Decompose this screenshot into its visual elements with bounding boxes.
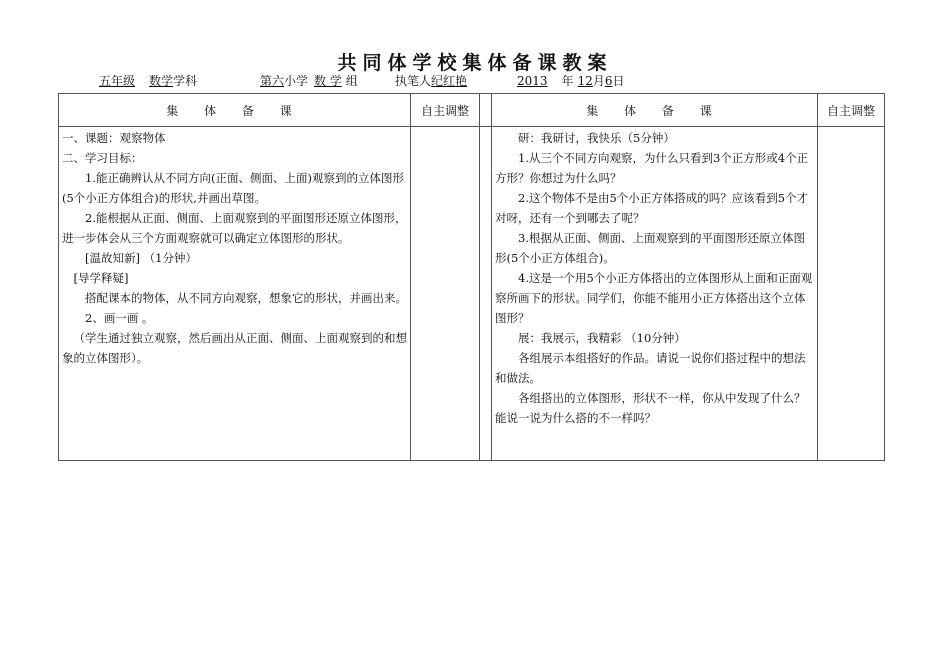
- group-suffix: 组: [345, 74, 358, 88]
- spacer-cell: [480, 127, 492, 461]
- col-header-adjust-right: 自主调整: [826, 103, 875, 118]
- page-title: 共同体学校集体备课教案: [337, 52, 613, 74]
- year-label: 年: [561, 74, 574, 88]
- day-field: 6: [604, 74, 613, 88]
- month-field: 12: [577, 74, 593, 88]
- col-header-adjust-left: 自主调整: [420, 103, 469, 118]
- grade-field: 五年级: [99, 74, 136, 88]
- day-label: 日: [612, 74, 625, 88]
- subject-field: 数学: [149, 74, 174, 88]
- author-label: 执笔人: [395, 74, 432, 88]
- showcase-question: 各组搭出的立体图形，形状不一样，你从中发现了什么？能说一说为什么搭的不一样吗？: [495, 391, 806, 425]
- guided-activity-2: 2、画一画 。: [85, 311, 154, 325]
- guided-section-heading: [导学释疑]: [73, 271, 129, 285]
- group-field: 数 学: [314, 74, 342, 88]
- left-content-cell: [59, 127, 411, 461]
- lesson-topic: 一、课题：观察物体: [62, 131, 166, 145]
- showcase-heading: 展：我展示，我精彩 （10分钟）: [518, 331, 686, 345]
- subject-suffix: 学科: [173, 74, 198, 88]
- right-adjust-cell: [818, 127, 885, 461]
- author-field: 纪红艳: [431, 74, 468, 88]
- left-adjust-cell: [411, 127, 480, 461]
- discussion-question-3: 3.根据从正面、侧面、上面观察到的平面图形还原立体图形(5个小正方体组合)。: [495, 231, 805, 265]
- month-label: 月: [592, 74, 605, 88]
- review-section-heading: [温故知新] （1分钟）: [85, 251, 197, 265]
- school-field: 第六: [260, 74, 285, 88]
- guided-activity-note: （学生通过独立观察，然后画出从正面、侧面、上面观察到的和想象的立体图形）。: [62, 331, 407, 365]
- discussion-question-4: 4.这是一个用5个小正方体搭出的立体图形从上面和正面观察所画下的形状。同学们，你能不能用小正方体搭出这个立体图形？: [495, 271, 813, 325]
- lesson-plan-table: [58, 93, 885, 461]
- discussion-heading: 研：我研讨，我快乐（5分钟）: [518, 131, 675, 145]
- learning-goals-heading: 二、学习目标：: [62, 151, 143, 165]
- school-suffix: 小学: [284, 74, 309, 88]
- col-header-collective-right: 集 体 备 课: [586, 103, 723, 118]
- showcase-activity: 各组展示本组搭好的作品。请说一说你们搭过程中的想法和做法。: [495, 351, 806, 385]
- guided-activity-1: 搭配课本的物体，从不同方向观察，想象它的形状，并画出来。: [85, 291, 407, 305]
- goal-1: 1.能正确辨认从不同方向(正面、侧面、上面)观察到的立体图形(5个小正方体组合)的形状,并画出草图。: [62, 171, 404, 205]
- goal-2: 2.能根据从正面、侧面、上面观察到的平面图形还原立体图形，进一步体会从三个方面观察就可以确定立体图形的形状。: [62, 211, 407, 245]
- right-content-cell: [492, 127, 818, 461]
- discussion-question-1: 1.从三个不同方向观察，为什么只看到3个正方形或4个正方形？你想过为什么吗？: [495, 151, 809, 185]
- year-field: 2013: [517, 74, 548, 88]
- col-header-collective-left: 集 体 备 课: [166, 103, 303, 118]
- discussion-question-2: 2.这个物体不是由5个小正方体搭成的吗？应该看到5个才对呀，还有一个到哪去了呢？: [495, 191, 809, 225]
- spacer-column: [480, 94, 492, 127]
